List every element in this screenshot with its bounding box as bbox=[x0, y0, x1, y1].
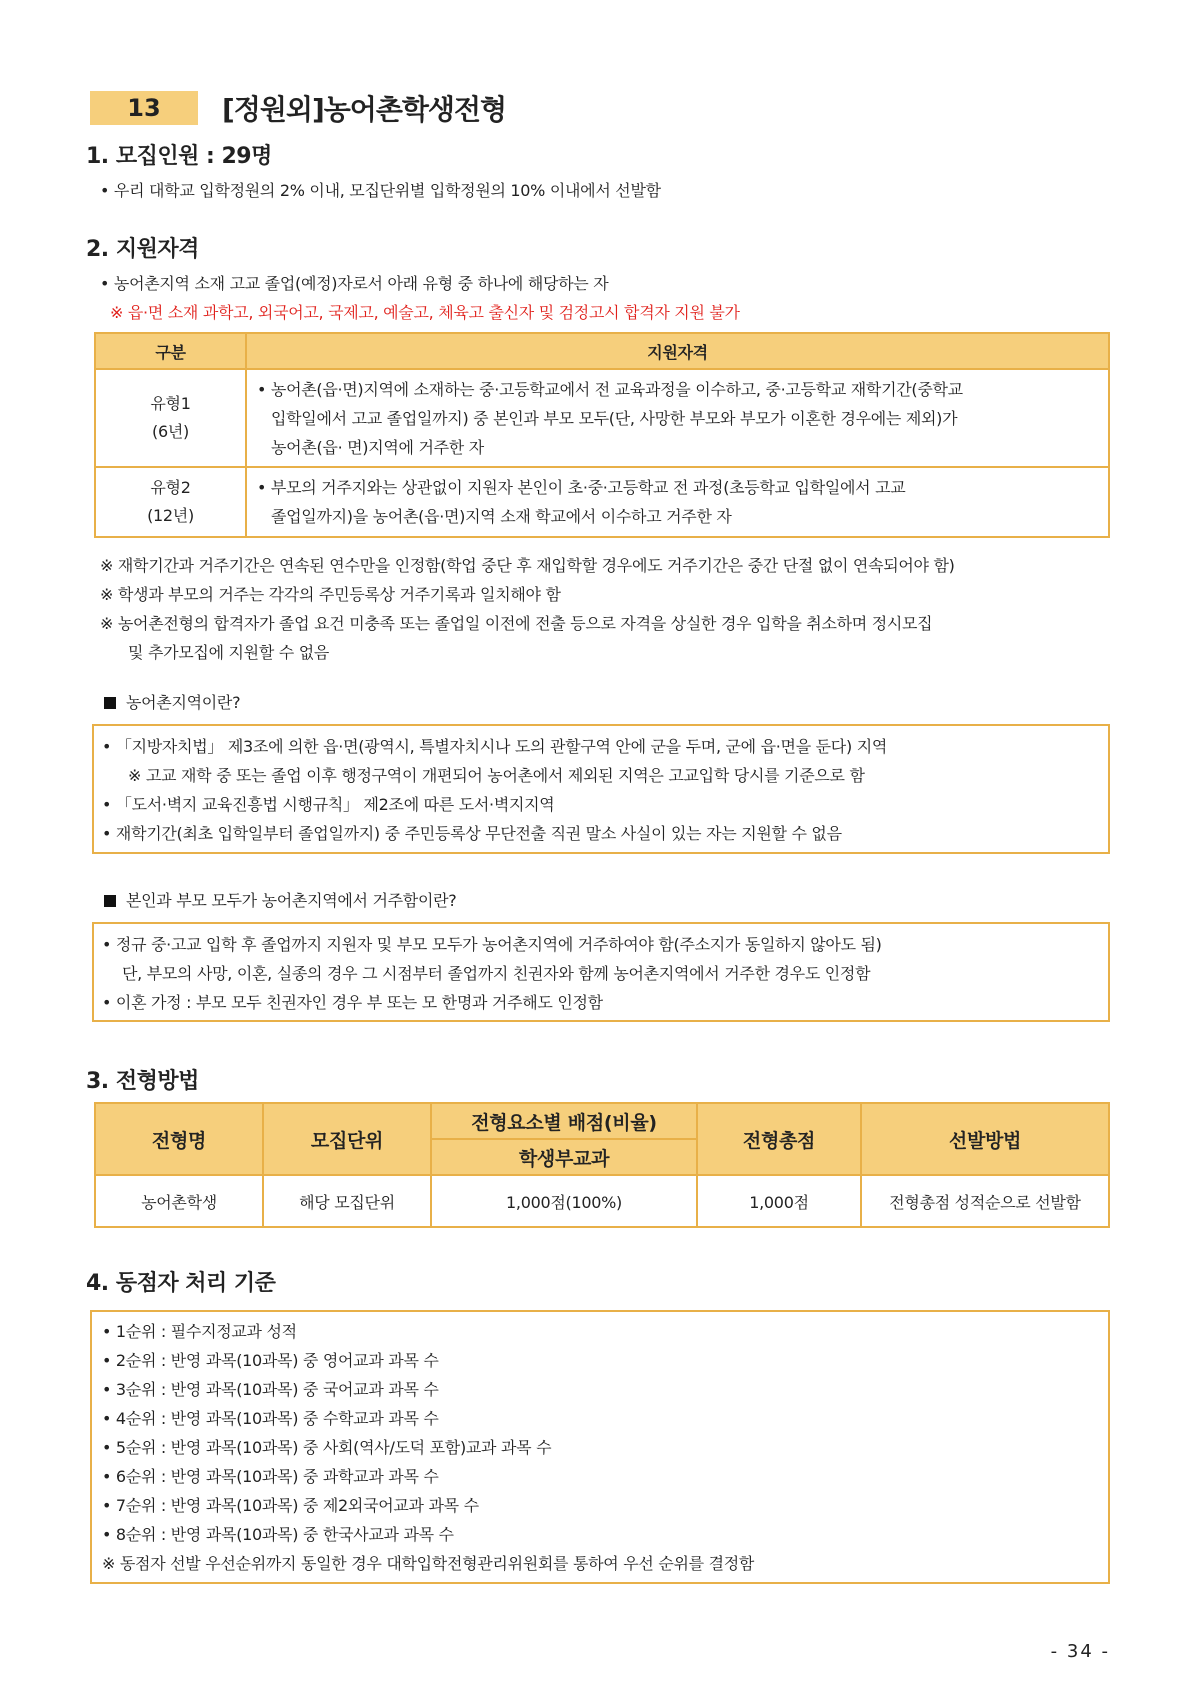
square-bullet-icon bbox=[104, 697, 116, 709]
residence-def-line: 단, 부모의 사망, 이혼, 실종의 경우 그 시점부터 졸업까지 친권자와 함께 농어촌지역에서 거주한 경우도 인정함 bbox=[122, 964, 871, 983]
tie-break-line: • 4순위 : 반영 과목(10과목) 중 수학교과 과목 수 bbox=[102, 1409, 439, 1428]
section-1-heading: 1. 모집인원 : 29명 bbox=[86, 144, 272, 169]
header-total-score: 전형총점 bbox=[697, 1103, 861, 1175]
header-selection-method: 선발방법 bbox=[861, 1103, 1109, 1175]
type-cell bbox=[95, 467, 246, 537]
cell-score: 1,000점(100%) bbox=[431, 1175, 697, 1227]
page-title: [정원외]농어촌학생전형 bbox=[222, 93, 507, 126]
type-label: 유형1 bbox=[150, 394, 191, 413]
header-recruit-unit: 모집단위 bbox=[263, 1103, 431, 1175]
section-3-heading: 3. 전형방법 bbox=[86, 1069, 199, 1094]
table-header-qualification: 지원자격 bbox=[246, 333, 1109, 369]
type-cell bbox=[95, 369, 246, 467]
qualification-line: 농어촌(읍· 면)지역에 거주한 자 bbox=[271, 437, 484, 457]
qualification-line: • 부모의 거주지와는 상관없이 지원자 본인이 초·중·고등학교 전 과정(초등학교 입학일에서 고교 bbox=[257, 478, 906, 497]
tie-break-line: • 7순위 : 반영 과목(10과목) 중 제2외국어교과 과목 수 bbox=[102, 1496, 479, 1515]
tie-break-line: • 8순위 : 반영 과목(10과목) 중 한국사교과 과목 수 bbox=[102, 1525, 454, 1544]
section-4-heading: 4. 동점자 처리 기준 bbox=[86, 1271, 276, 1296]
rural-def-line: ※ 고교 재학 중 또는 졸업 이후 행정구역이 개편되어 농어촌에서 제외된 지역은 고교입학 당시를 기준으로 함 bbox=[128, 766, 865, 785]
qualification-line: 입학일에서 고교 졸업일까지) 중 본인과 부모 모두(단, 사망한 부모와 부모가 이혼한 경우에는 제외)가 bbox=[271, 408, 958, 428]
tie-break-box bbox=[90, 1310, 1110, 1584]
type-years: (12년) bbox=[147, 506, 194, 525]
note: ※ 농어촌전형의 합격자가 졸업 요건 미충족 또는 졸업일 이전에 전출 등으로 자격을 상실한 경우 입학을 취소하며 정시모집 bbox=[100, 614, 933, 633]
note: 및 추가모집에 지원할 수 없음 bbox=[128, 643, 330, 662]
rural-def-line: • 재학기간(최초 입학일부터 졸업일까지) 중 주민등록상 무단전출 직권 말소 사실이 있는 자는 지원할 수 없음 bbox=[102, 824, 842, 843]
qualification-cell bbox=[246, 369, 1109, 467]
header-school-record: 학생부교과 bbox=[431, 1139, 697, 1175]
selection-method-table bbox=[94, 1102, 1110, 1228]
section-2-bullet: • 농어촌지역 소재 고교 졸업(예정)자로서 아래 유형 중 하나에 해당하는 자 bbox=[100, 274, 609, 293]
section-1-bullet: • 우리 대학교 입학정원의 2% 이내, 모집단위별 입학정원의 10% 이내에서 선발함 bbox=[100, 181, 661, 200]
qualification-cell bbox=[246, 467, 1109, 537]
square-bullet-icon bbox=[104, 895, 116, 907]
cell-total: 1,000점 bbox=[697, 1175, 861, 1227]
cell-recruit-unit: 해당 모집단위 bbox=[263, 1175, 431, 1227]
tie-break-line: • 5순위 : 반영 과목(10과목) 중 사회(역사/도덕 포함)교과 과목 수 bbox=[102, 1438, 552, 1457]
tie-break-line: • 6순위 : 반영 과목(10과목) 중 과학교과 과목 수 bbox=[102, 1467, 439, 1486]
qualification-line: 졸업일까지)을 농어촌(읍·면)지역 소재 학교에서 이수하고 거주한 자 bbox=[271, 507, 732, 526]
table-row bbox=[95, 369, 1109, 467]
table-row bbox=[95, 1175, 1109, 1227]
header-selection-name: 전형명 bbox=[95, 1103, 263, 1175]
cell-method: 전형총점 성적순으로 선발함 bbox=[861, 1175, 1109, 1227]
type-label: 유형2 bbox=[150, 478, 191, 497]
tie-break-line: • 2순위 : 반영 과목(10과목) 중 영어교과 과목 수 bbox=[102, 1351, 439, 1370]
residence-def-line: • 정규 중·고교 입학 후 졸업까지 지원자 및 부모 모두가 농어촌지역에 거주하여야 함(주소지가 동일하지 않아도 됨) bbox=[102, 935, 882, 954]
tie-break-line: • 3순위 : 반영 과목(10과목) 중 국어교과 과목 수 bbox=[102, 1380, 439, 1399]
qualification-line: • 농어촌(읍·면)지역에 소재하는 중·고등학교에서 전 교육과정을 이수하고, 중·고등학교 재학기간(중학교 bbox=[257, 379, 963, 399]
header-weight: 전형요소별 배점(비율) bbox=[431, 1103, 697, 1139]
rural-def-box bbox=[92, 724, 1110, 854]
section-2-heading: 2. 지원자격 bbox=[86, 237, 199, 262]
table-header-category: 구분 bbox=[95, 333, 246, 369]
tie-break-note: ※ 동점자 선발 우선순위까지 동일한 경우 대학입학전형관리위원회를 통하여 우선 순위를 결정함 bbox=[102, 1554, 755, 1573]
section-2-warning: ※ 읍·면 소재 과학고, 외국어고, 국제고, 예술고, 체육고 출신자 및 검정고시 합격자 지원 불가 bbox=[110, 303, 740, 322]
rural-def-line: • 「도서·벽지 교육진흥법 시행규칙」 제2조에 따른 도서·벽지지역 bbox=[102, 795, 555, 814]
page-number: - 34 - bbox=[1050, 1641, 1110, 1662]
section-number-badge: 13 bbox=[90, 91, 198, 125]
eligibility-table bbox=[94, 332, 1110, 538]
type-years: (6년) bbox=[152, 422, 189, 441]
table-row bbox=[95, 467, 1109, 537]
residence-def-title: 본인과 부모 모두가 농어촌지역에서 거주함이란? bbox=[104, 888, 456, 911]
note: ※ 학생과 부모의 거주는 각각의 주민등록상 거주기록과 일치해야 함 bbox=[100, 585, 561, 604]
residence-def-box bbox=[92, 922, 1110, 1022]
tie-break-line: • 1순위 : 필수지정교과 성적 bbox=[102, 1322, 297, 1341]
rural-def-title: 농어촌지역이란? bbox=[104, 690, 240, 713]
cell-selection-name: 농어촌학생 bbox=[95, 1175, 263, 1227]
note: ※ 재학기간과 거주기간은 연속된 연수만을 인정함(학업 중단 후 재입학할 경우에도 거주기간은 중간 단절 없이 연속되어야 함) bbox=[100, 556, 955, 575]
rural-def-line: • 「지방자치법」 제3조에 의한 읍·면(광역시, 특별자치시나 도의 관할구역 안에 군을 두며, 군에 읍·면을 둔다) 지역 bbox=[102, 737, 888, 756]
residence-def-line: • 이혼 가정 : 부모 모두 친권자인 경우 부 또는 모 한명과 거주해도 인정함 bbox=[102, 993, 603, 1012]
